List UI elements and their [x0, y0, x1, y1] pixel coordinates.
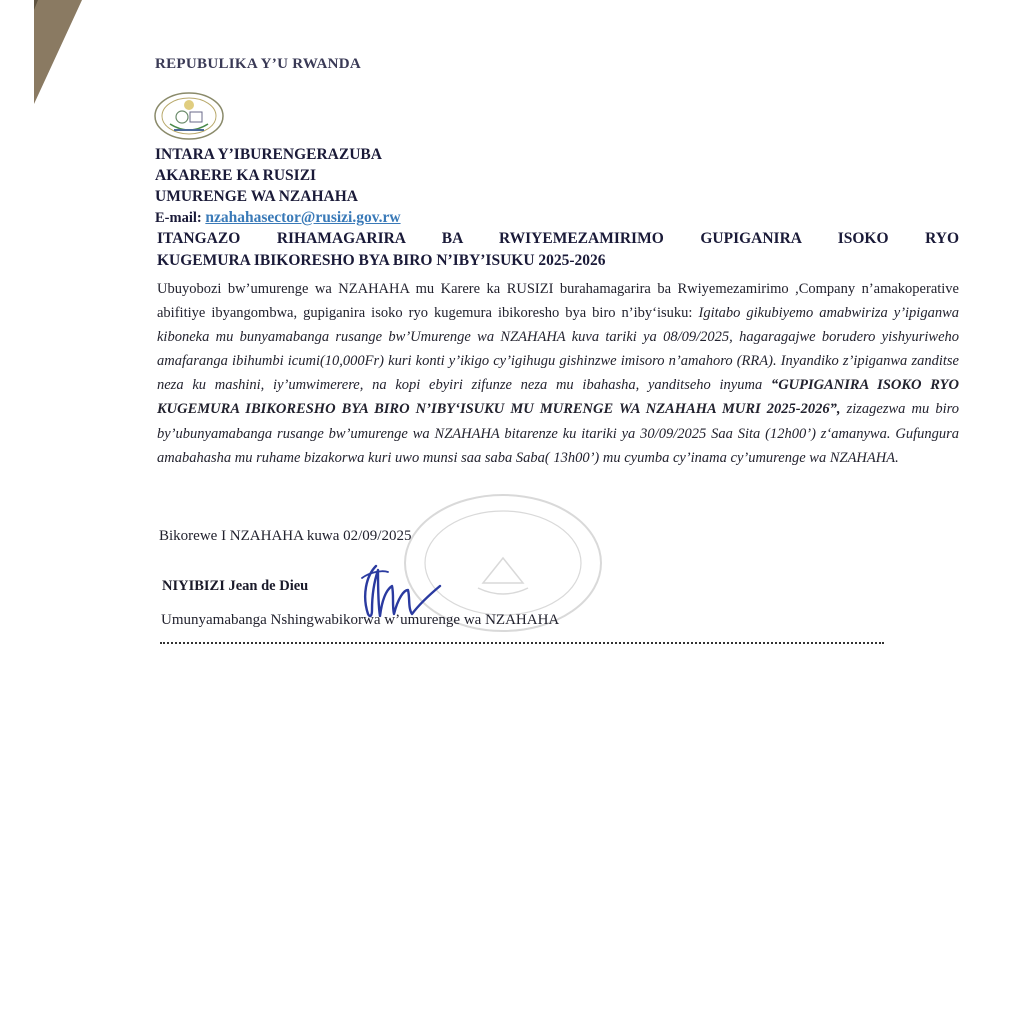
email-link[interactable]: nzahahasector@rusizi.gov.rw — [205, 209, 401, 226]
notice-title-line-2: KUGEMURA IBIKORESHO BYA BIRO N’IBY’ISUKU 2025-2026 — [157, 252, 606, 269]
country-heading: REPUBULIKA Y’U RWANDA — [155, 56, 362, 72]
date-line: Bikorewe I NZAHAHA kuwa 02/09/2025 — [159, 528, 412, 544]
dotted-separator — [160, 642, 884, 644]
rwanda-coat-of-arms-emblem — [152, 90, 226, 142]
signer-name: NIYIBIZI Jean de Dieu — [162, 578, 309, 594]
province-line: INTARA Y’IBURENGERAZUBA — [155, 146, 382, 163]
body-envelope-label: “GUPIGANIRA ISOKO RYO KUGEMURA IBIKORESHO BYA BIRO N’IBY‘ISUKU MU MURENGE WA NZAHAHA MURI 2025-2026”, — [157, 377, 959, 418]
body-deadline: zizagezwa mu biro by’ubunyamabanga rusange bw’umurenge wa NZAHAHA bitarenze ku itariki ya 30/09/2025 Saa Sita (12h00’) z‘amanywa. Gufungura amabahasha mu ruhame bizakorwa kuri uwo munsi saa saba Saba( 13h00’) mu cyumba cy’inama cy’umurenge wa NZAHAHA. — [157, 401, 960, 466]
email-label: E-mail: — [155, 210, 206, 226]
sector-line: UMURENGE WA NZAHAHA — [155, 188, 358, 205]
notice-title-line-1: ITANGAZO RIHAMAGARIRA BA RWIYEMEZAMIRIMO GUPIGANIRA ISOKO RYO — [157, 230, 959, 247]
email-line — [155, 207, 401, 229]
notice-body — [157, 277, 959, 470]
body-intro: Ubuyobozi bw’umurenge wa NZAHAHA mu Karere ka RUSIZI burahamagarira ba Rwiyemezamirimo ,Company n’amakoperative abifitiye ibyangombwa, gupiganira isoko ryo kugemura ibikoresho bya biro n’iby‘isuku: — [157, 281, 959, 322]
signer-position: Umunyamabanga Nshingwabikorwa w’umurenge wa NZAHAHA — [161, 612, 560, 628]
notice-title — [157, 228, 959, 272]
administrative-heading — [155, 144, 401, 229]
scan-corner-shadow — [0, 0, 90, 110]
district-line: AKARERE KA RUSIZI — [155, 167, 317, 184]
body-tender-details: Igitabo gikubiyemo amabwiriza y’ipiganwa kiboneka mu bunyamabanga rusange bw’Umurenge wa NZAHAHA kuva tariki ya 08/09/2025, hagaragajwe borudero yishyuriweho amafaranga ibihumbi icumi(10,000Fr) kuri konti y’ikigo cy’igihugu gishinzwe imisoro n’amahoro (RRA). Inyandiko z’ipiganwa zanditse neza ku mashini, iy’umwimerere, na kopi ebyiri zifunze neza mu ibahasha, yanditseho inyuma — [157, 305, 960, 394]
